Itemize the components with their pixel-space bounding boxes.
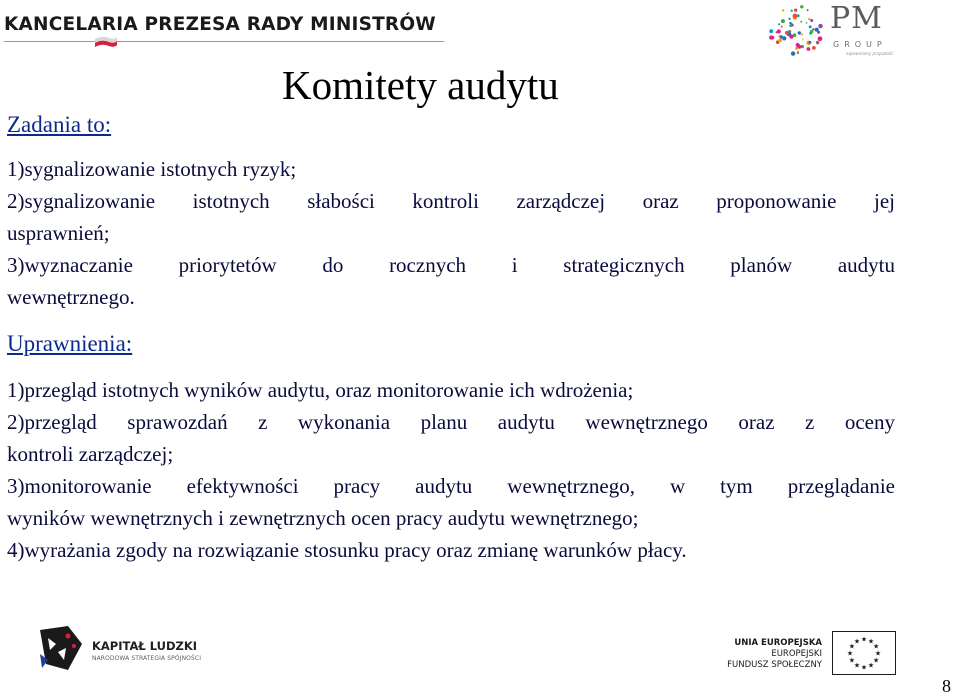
- eu-star-icon: ★: [874, 649, 882, 658]
- pm-logo-dot: [797, 14, 800, 17]
- power-item-4: [7, 534, 895, 566]
- pm-logo-dot: [794, 9, 797, 12]
- power-item-1: [7, 374, 895, 406]
- pm-logo-dot: [789, 22, 791, 24]
- tasks-heading: Zadania to:: [7, 112, 112, 137]
- pm-logo-dot: [777, 29, 781, 33]
- eu-star-icon: ★: [860, 635, 868, 644]
- pm-logo-dot: [818, 24, 822, 28]
- task-item-2-line1: 2)sygnalizowanie istotnych słabości kontroli zarządczej oraz proponowanie jej: [7, 189, 895, 213]
- pm-logo-dot: [778, 23, 780, 25]
- pm-logo-dot: [791, 51, 795, 55]
- eu-label: [690, 638, 822, 671]
- task-item-3: [7, 249, 895, 313]
- eu-star-icon: ★: [872, 642, 880, 651]
- task-item-2-line2: usprawnień;: [7, 221, 110, 245]
- task-item-1: [7, 153, 895, 185]
- pm-logo-dot: [810, 19, 813, 22]
- eu-star-icon: ★: [860, 663, 868, 672]
- pm-logo-dot: [781, 19, 785, 23]
- pm-logo-group: GROUP: [833, 40, 887, 49]
- task-item-2: [7, 185, 895, 249]
- pm-logo-dot: [793, 14, 798, 19]
- page-number: 8: [942, 676, 951, 696]
- eu-star-icon: ★: [848, 642, 856, 651]
- eu-star-icon: ★: [848, 656, 856, 665]
- eu-star-icon: ★: [867, 637, 875, 646]
- pm-logo-dot: [789, 24, 792, 27]
- pm-logo-dot: [807, 47, 811, 51]
- pm-logo-dot: [802, 38, 804, 40]
- kprm-logo-text: KANCELARIA PREZESA RADY MINISTRÓW: [4, 14, 436, 35]
- pm-logo-tagline: zapewniamy przyszłość: [846, 51, 894, 56]
- pm-logo-letters: PM: [830, 1, 883, 36]
- pm-logo-dot: [801, 33, 803, 35]
- page-title: Komitety audytu: [282, 62, 559, 108]
- power-item-2-line2: kontroli zarządczej;: [7, 442, 174, 466]
- pm-logo-dot: [788, 18, 790, 20]
- eu-star-icon: ★: [846, 649, 854, 658]
- polish-flag-icon: [94, 34, 118, 48]
- powers-heading: Uprawnienia:: [7, 331, 133, 356]
- task-item-3-line2: wewnętrznego.: [7, 285, 135, 309]
- eu-star-icon: ★: [867, 661, 875, 670]
- power-item-4-text: 4)wyrażania zgody na rozwiązanie stosunku pracy oraz zmianę warunków płacy.: [7, 538, 687, 562]
- power-item-3-line1: 3)monitorowanie efektywności pracy audytu wewnętrznego, w tym przeglądanie: [7, 474, 895, 498]
- pm-logo-dot: [808, 41, 811, 44]
- pm-logo-dot: [798, 31, 801, 34]
- header-divider: [4, 41, 444, 42]
- kapital-ludzki-subtitle: NARODOWA STRATEGIA SPÓJNOŚCI: [92, 655, 202, 662]
- pm-logo-dot: [782, 9, 784, 11]
- pm-logo-dot: [815, 28, 819, 32]
- eu-star-icon: ★: [853, 637, 861, 646]
- pm-logo-dot: [769, 35, 773, 39]
- power-item-2: [7, 406, 895, 470]
- pm-logo-dot: [769, 29, 773, 33]
- pm-logo-dot: [817, 42, 819, 44]
- pm-logo-dot: [807, 9, 809, 11]
- pm-logo-dot: [781, 26, 783, 28]
- pm-logo-dot: [788, 30, 791, 33]
- eu-label-line2: EUROPEJSKI: [771, 649, 822, 659]
- kapital-ludzki-name: KAPITAŁ LUDZKI: [92, 639, 198, 653]
- pm-logo-dot: [797, 52, 799, 54]
- eu-star-icon: ★: [872, 656, 880, 665]
- power-item-3-line2: wyników wewnętrznych i zewnętrznych ocen pracy audytu wewnętrznego;: [7, 506, 639, 530]
- pm-logo-dot: [791, 10, 793, 12]
- pm-logo-dot: [780, 35, 783, 38]
- pm-logo-dot: [793, 33, 797, 37]
- pm-logo-dot: [800, 21, 802, 23]
- pm-logo-dot: [808, 18, 810, 20]
- pm-logo-dot: [810, 30, 813, 33]
- pm-logo-dot: [796, 43, 800, 47]
- power-item-2-line1: 2)przegląd sprawozdań z wykonania planu audytu wewnętrznego oraz z oceny: [7, 410, 895, 434]
- pm-logo-dot: [800, 5, 803, 8]
- pm-logo-dot: [778, 38, 782, 42]
- pm-logo-dot: [806, 22, 808, 24]
- eu-label-line3: FUNDUSZ SPOŁECZNY: [727, 660, 822, 670]
- task-item-3-line1: 3)wyznaczanie priorytetów do rocznych i strategicznych planów audytu: [7, 253, 895, 277]
- eu-flag-icon: [832, 631, 896, 675]
- eu-star-icon: ★: [853, 661, 861, 670]
- power-item-1-text: 1)przegląd istotnych wyników audytu, oraz monitorowanie ich wdrożenia;: [7, 378, 634, 402]
- eu-label-line1: UNIA EUROPEJSKA: [734, 638, 822, 648]
- task-item-1-text: 1)sygnalizowanie istotnych ryzyk;: [7, 157, 297, 181]
- pm-logo-dot: [809, 25, 812, 28]
- pm-logo-dot: [818, 36, 823, 41]
- pm-logo-dot: [812, 46, 816, 50]
- power-item-3: [7, 470, 895, 534]
